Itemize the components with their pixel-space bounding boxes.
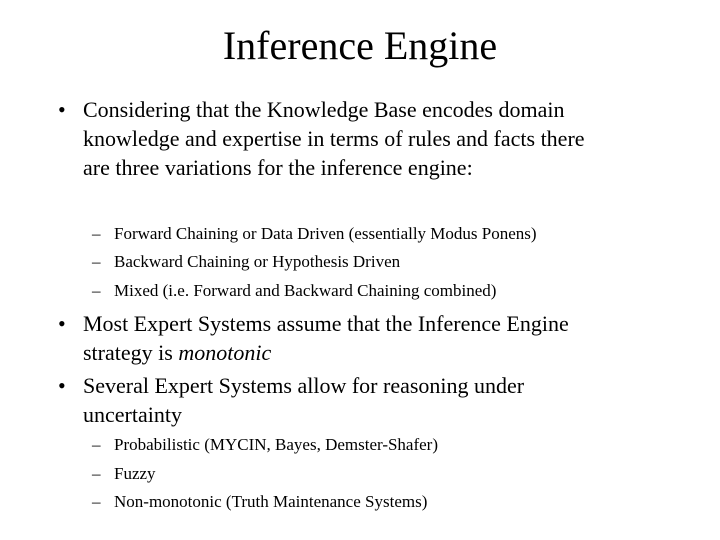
bullet-glyph: • bbox=[58, 97, 66, 122]
sub-bullet-text: Forward Chaining or Data Driven (essentially Modus Ponens) bbox=[114, 224, 537, 243]
sub-bullet-item bbox=[92, 276, 496, 305]
bullet-text-line: knowledge and expertise in terms of rules and facts there bbox=[83, 126, 585, 151]
bullet-glyph: • bbox=[58, 373, 66, 398]
sub-bullet-text: Backward Chaining or Hypothesis Driven bbox=[114, 252, 401, 271]
sub-bullet-item bbox=[92, 247, 400, 276]
bullet-item bbox=[58, 309, 569, 367]
emphasis-text: monotonic bbox=[178, 340, 272, 365]
bullet-text-line: Most Expert Systems assume that the Inference Engine bbox=[83, 311, 569, 336]
sub-bullet-text: Mixed (i.e. Forward and Backward Chaining combined) bbox=[114, 281, 497, 300]
sub-bullet-text: Probabilistic (MYCIN, Bayes, Demster-Shafer) bbox=[114, 435, 439, 454]
bullet-item bbox=[58, 95, 585, 182]
dash-glyph: – bbox=[92, 252, 101, 271]
slide-title: Inference Engine bbox=[222, 23, 498, 68]
sub-bullet-item bbox=[92, 487, 427, 516]
dash-glyph: – bbox=[92, 492, 101, 511]
bullet-text-line: uncertainty bbox=[83, 402, 182, 427]
dash-glyph: – bbox=[92, 281, 101, 300]
bullet-text-line: Several Expert Systems allow for reasoning under bbox=[83, 373, 525, 398]
sub-bullet-item bbox=[92, 219, 537, 248]
sub-bullet-item bbox=[92, 459, 156, 488]
dash-glyph: – bbox=[92, 435, 101, 454]
sub-bullet-text: Fuzzy bbox=[114, 464, 156, 483]
bullet-text-line bbox=[83, 338, 569, 367]
bullet-text-line: are three variations for the inference engine: bbox=[83, 155, 473, 180]
dash-glyph: – bbox=[92, 224, 101, 243]
dash-glyph: – bbox=[92, 464, 101, 483]
bullet-text-fragment: strategy is bbox=[83, 340, 179, 365]
bullet-text-line: Considering that the Knowledge Base encodes domain bbox=[83, 97, 565, 122]
bullet-item bbox=[58, 371, 524, 429]
bullet-glyph: • bbox=[58, 311, 66, 336]
sub-bullet-item bbox=[92, 430, 438, 459]
sub-bullet-text: Non-monotonic (Truth Maintenance Systems) bbox=[114, 492, 428, 511]
